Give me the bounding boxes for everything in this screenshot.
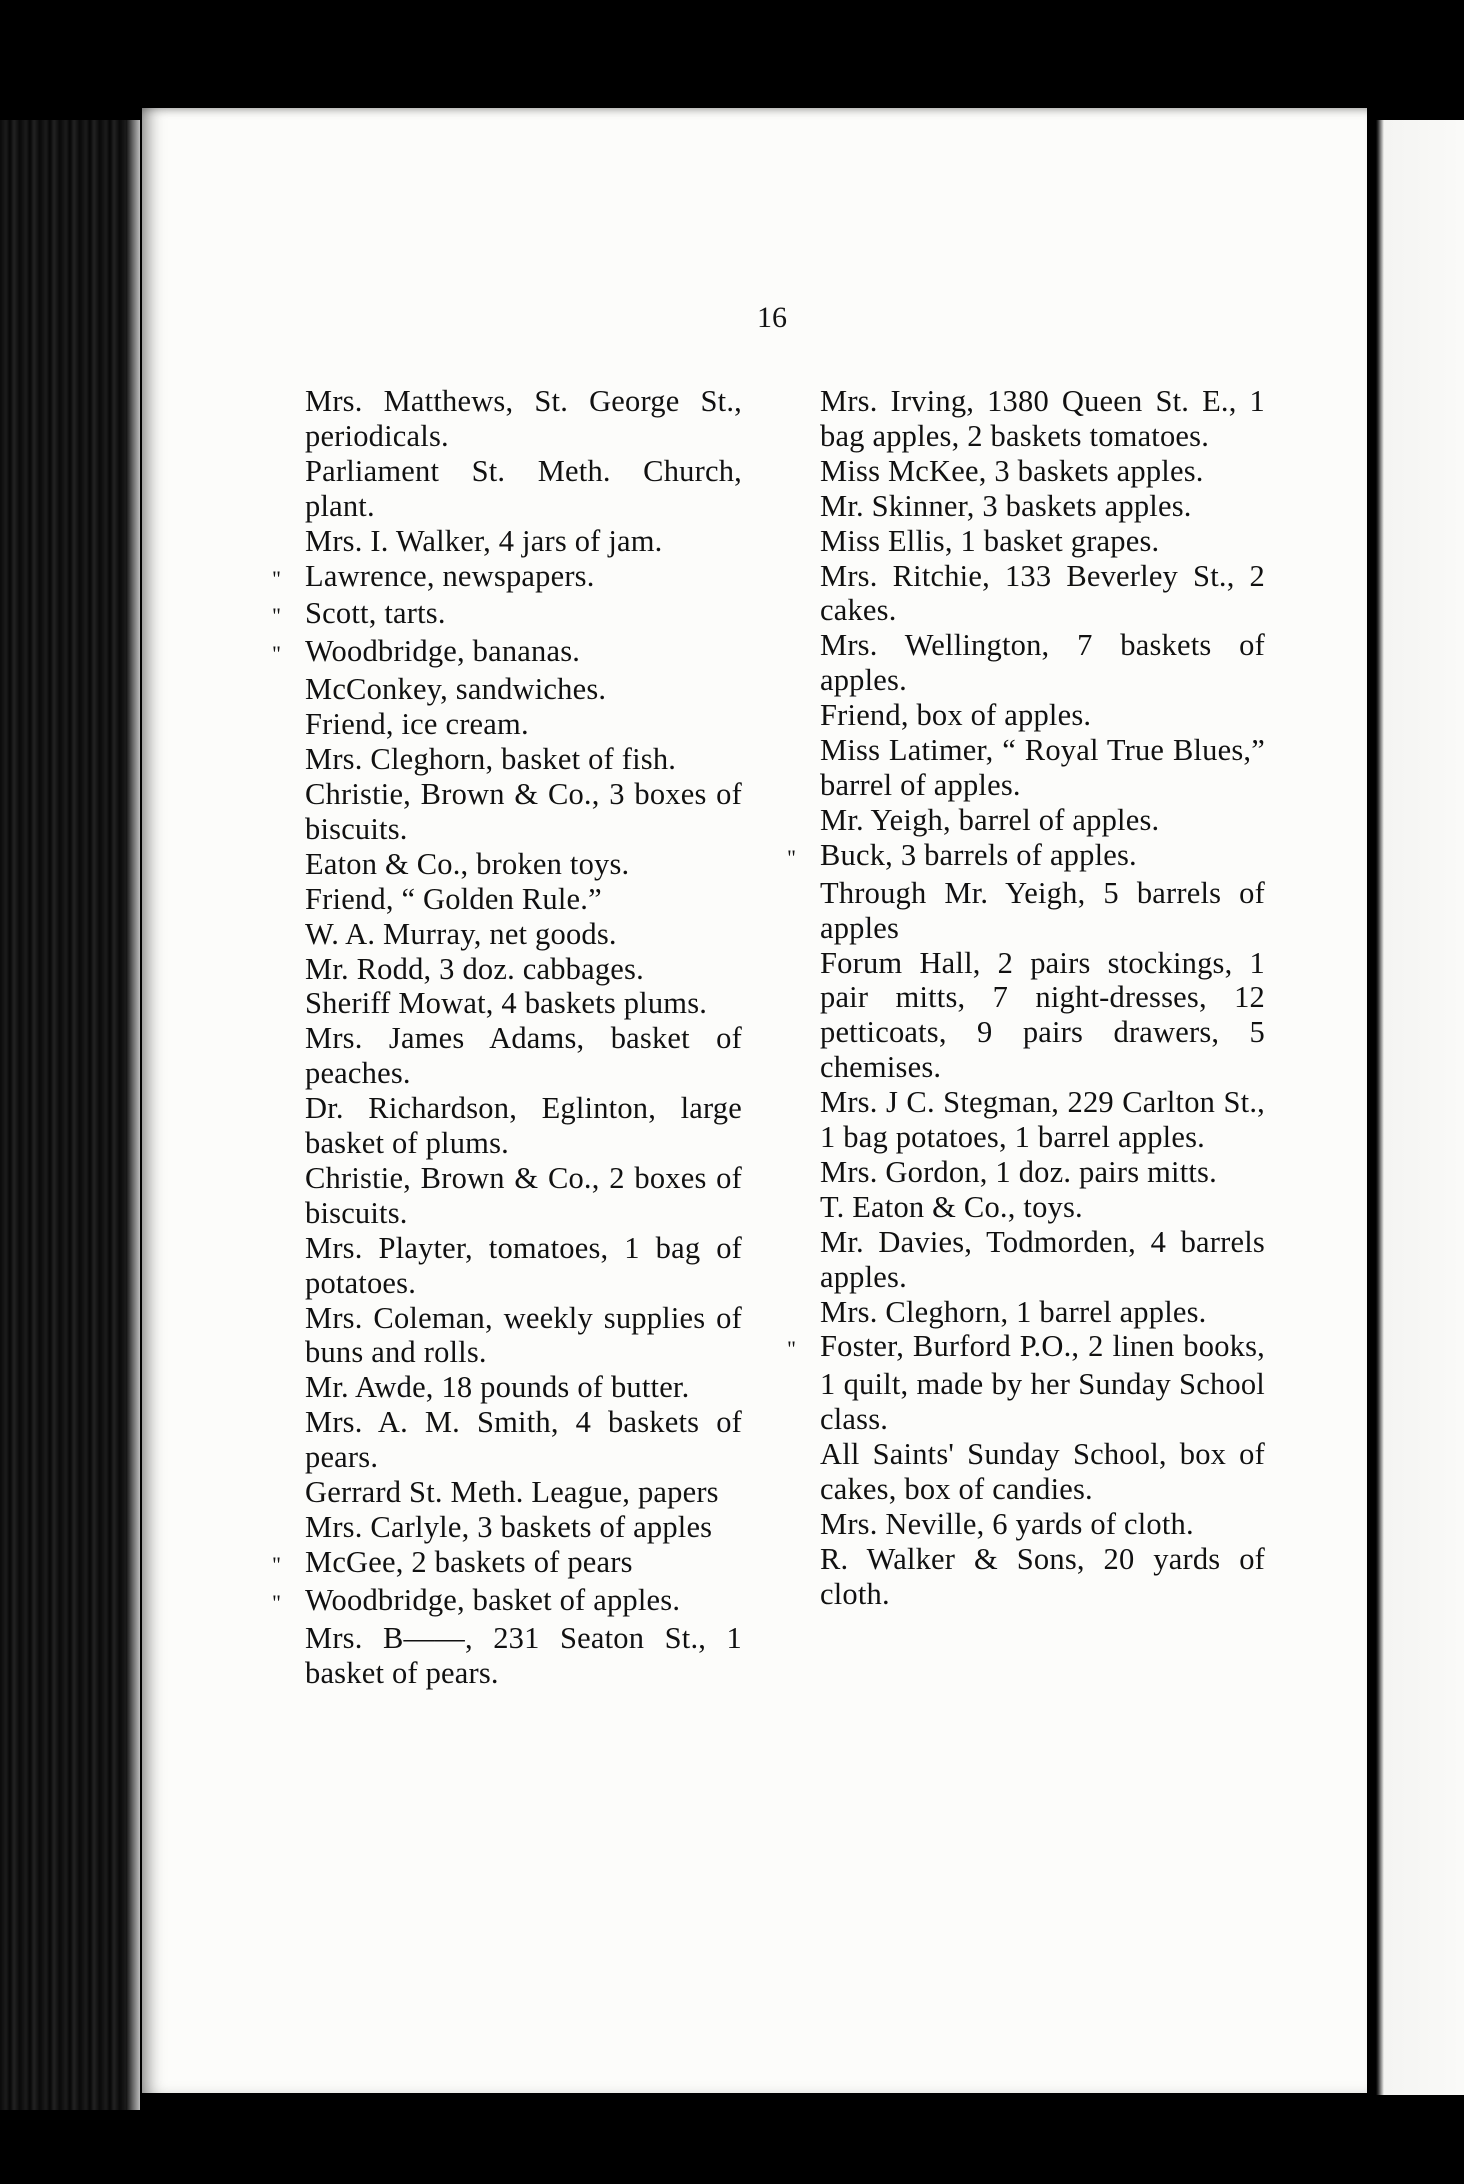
- list-item: [787, 628, 1265, 698]
- donation-text: Scott, tarts.: [305, 596, 446, 631]
- donation-text: McGee, 2 baskets of pears: [305, 1544, 633, 1579]
- facing-page-edge: [1370, 120, 1464, 2095]
- donation-text: Parliament St. Meth. Church, plant.: [305, 453, 742, 523]
- list-item: [272, 1510, 742, 1545]
- list-item: [272, 454, 742, 524]
- list-item: [272, 1583, 742, 1621]
- list-item: [787, 698, 1265, 733]
- donation-text: Woodbridge, basket of apples.: [305, 1582, 681, 1617]
- donation-text: Dr. Richardson, Eglinton, large basket of plums.: [305, 1091, 742, 1161]
- page-number: 16: [757, 301, 787, 334]
- donation-text: Christie, Brown & Co., 2 boxes of biscuits.: [305, 1160, 742, 1230]
- list-item: [272, 1091, 742, 1161]
- ditto-mark: ": [787, 844, 797, 870]
- donation-text: Eaton & Co., broken toys.: [305, 846, 630, 881]
- list-item: [787, 489, 1265, 524]
- ditto-mark: ": [272, 641, 282, 667]
- donation-text: Mrs. Wellington, 7 baskets of apples.: [820, 628, 1265, 698]
- list-item: [272, 847, 742, 882]
- list-item: [787, 1085, 1265, 1155]
- list-item: [272, 1370, 742, 1405]
- donation-text: Mrs. Playter, tomatoes, 1 bag of potatoes.: [305, 1230, 742, 1300]
- list-item: [787, 1437, 1265, 1507]
- list-item: [272, 524, 742, 559]
- list-item: [272, 1621, 742, 1691]
- list-item: [787, 1329, 1265, 1437]
- left-column: [272, 384, 742, 1691]
- ditto-mark: ": [272, 1551, 282, 1577]
- list-item: [272, 1301, 742, 1371]
- donation-text: Mrs. Carlyle, 3 baskets of apples: [305, 1510, 713, 1544]
- donation-text: Friend, “ Golden Rule.”: [305, 881, 602, 916]
- donation-text: Mrs. Coleman, weekly supplies of buns and rolls.: [305, 1300, 742, 1370]
- ditto-mark: ": [272, 1589, 282, 1615]
- list-item: [272, 917, 742, 952]
- list-item: [787, 1225, 1265, 1295]
- list-item: [272, 672, 742, 707]
- donation-text: Foster, Burford P.O., 2 linen books, 1 quilt, made by her Sunday School class.: [820, 1329, 1265, 1437]
- donation-text: Gerrard St. Meth. League, papers: [305, 1475, 719, 1510]
- list-item: [787, 838, 1265, 876]
- donation-text: Friend, box of apples.: [820, 698, 1092, 733]
- donation-text: Sheriff Mowat, 4 baskets plums.: [305, 986, 708, 1021]
- donation-text: Mrs. Cleghorn, basket of fish.: [305, 742, 677, 777]
- donation-text: Mrs. J C. Stegman, 229 Carlton St., 1 bag potatoes, 1 barrel apples.: [820, 1085, 1265, 1155]
- list-item: [272, 1405, 742, 1475]
- donation-text: Mr. Skinner, 3 baskets apples.: [820, 488, 1192, 523]
- list-item: [272, 634, 742, 672]
- list-item: [787, 524, 1265, 559]
- list-item: [272, 707, 742, 742]
- list-item: [272, 596, 742, 634]
- donation-text: Mrs. James Adams, basket of peaches.: [305, 1021, 742, 1091]
- list-item: [272, 384, 742, 454]
- list-item: [272, 952, 742, 987]
- list-item: [787, 384, 1265, 454]
- donation-text: Mrs. A. M. Smith, 4 baskets of pears.: [305, 1405, 742, 1475]
- donation-text: Mr. Awde, 18 pounds of butter.: [305, 1370, 690, 1405]
- list-item: [272, 1021, 742, 1091]
- right-column: [787, 384, 1265, 1612]
- list-item: [272, 1161, 742, 1231]
- donation-text: Mrs. Irving, 1380 Queen St. E., 1 bag apples, 2 baskets tomatoes.: [820, 384, 1265, 453]
- donation-text: Mrs. I. Walker, 4 jars of jam.: [305, 523, 663, 558]
- list-item: [272, 986, 742, 1021]
- list-item: [787, 1295, 1265, 1330]
- donation-text: Mrs. Cleghorn, 1 barrel apples.: [820, 1294, 1207, 1329]
- donation-text: Mrs. Neville, 6 yards of cloth.: [820, 1507, 1194, 1541]
- donation-text: Miss Ellis, 1 basket grapes.: [820, 523, 1160, 558]
- donation-text: R. Walker & Sons, 20 yards of cloth.: [820, 1541, 1265, 1611]
- donation-text: Mrs. Gordon, 1 doz. pairs mitts.: [820, 1154, 1217, 1189]
- list-item: [787, 1542, 1265, 1612]
- ditto-mark: ": [787, 1336, 797, 1362]
- donation-text: Friend, ice cream.: [305, 707, 529, 742]
- list-item: [272, 1545, 742, 1583]
- list-item: [787, 559, 1265, 629]
- ditto-mark: ": [272, 565, 282, 591]
- donation-text: Through Mr. Yeigh, 5 barrels of apples: [820, 875, 1265, 945]
- donation-text: Lawrence, newspapers.: [305, 558, 595, 593]
- donation-text: T. Eaton & Co., toys.: [820, 1189, 1083, 1224]
- list-item: [272, 559, 742, 597]
- list-item: [272, 882, 742, 917]
- donation-text: Miss McKee, 3 baskets apples.: [820, 453, 1204, 488]
- donation-text: Mr. Davies, Todmorden, 4 barrels apples.: [820, 1224, 1265, 1294]
- donation-text: Mrs. B——, 231 Seaton St., 1 basket of pears.: [305, 1620, 742, 1690]
- list-item: [272, 777, 742, 847]
- donation-text: Woodbridge, bananas.: [305, 634, 581, 669]
- donation-text: Forum Hall, 2 pairs stockings, 1 pair mitts, 7 night-dresses, 12 petticoats, 9 pairs drawers, 5 chemises.: [820, 945, 1265, 1085]
- donation-text: Mrs. Matthews, St. George St., periodicals.: [305, 384, 742, 453]
- list-item: [272, 1231, 742, 1301]
- book-binding: [0, 120, 140, 2110]
- list-item: [787, 946, 1265, 1086]
- donation-text: Miss Latimer, “ Royal True Blues,” barrel of apples.: [820, 733, 1265, 802]
- list-item: [272, 742, 742, 777]
- donation-text: Buck, 3 barrels of apples.: [820, 837, 1137, 872]
- donation-text: McConkey, sandwiches.: [305, 672, 607, 707]
- list-item: [787, 876, 1265, 946]
- donation-text: Mr. Yeigh, barrel of apples.: [820, 802, 1160, 837]
- list-item: [787, 1190, 1265, 1225]
- ditto-mark: ": [272, 603, 282, 629]
- list-item: [787, 733, 1265, 803]
- list-item: [787, 1155, 1265, 1190]
- list-item: [787, 1507, 1265, 1542]
- book-page: [142, 108, 1367, 2093]
- donation-text: W. A. Murray, net goods.: [305, 916, 617, 951]
- donation-text: All Saints' Sunday School, box of cakes, box of candies.: [820, 1437, 1265, 1507]
- list-item: [787, 803, 1265, 838]
- list-item: [272, 1475, 742, 1510]
- list-item: [787, 454, 1265, 489]
- donation-text: Mrs. Ritchie, 133 Beverley St., 2 cakes.: [820, 558, 1265, 628]
- donation-text: Mr. Rodd, 3 doz. cabbages.: [305, 951, 644, 986]
- donation-text: Christie, Brown & Co., 3 boxes of biscuits.: [305, 776, 742, 846]
